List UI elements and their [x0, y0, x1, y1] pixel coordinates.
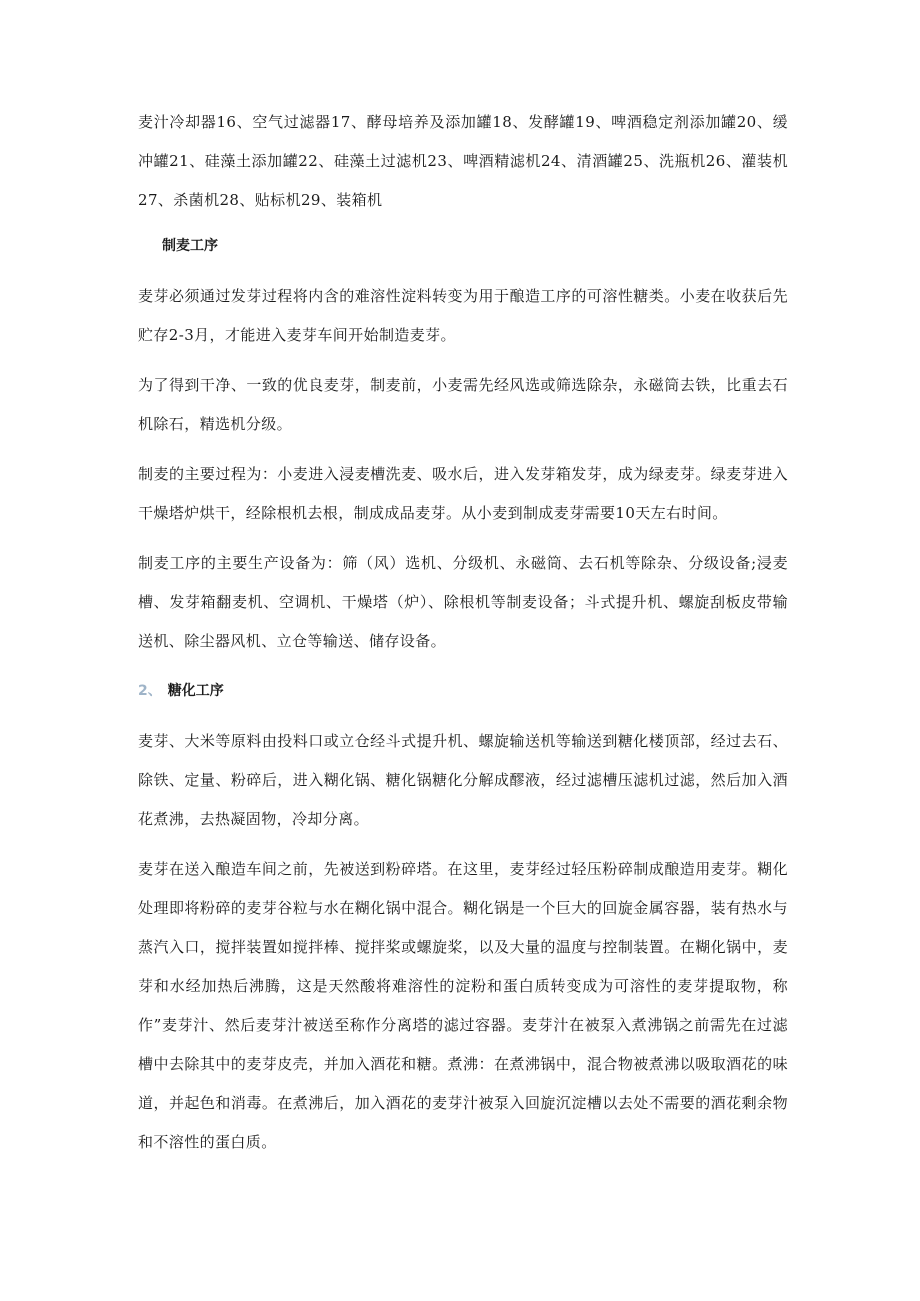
- malting-heading: 制麦工序: [162, 238, 218, 254]
- section-number: 2、: [138, 683, 162, 699]
- document-page: [138, 103, 788, 1173]
- saccharification-paragraph-1: 麦芽、大米等原料由投料口或立仓经斗式提升机、螺旋输送机等输送到糖化楼顶部，经过去石、除铁、定量、粉碎后，进入糊化锅、糖化锅糖化分解成醪液，经过滤槽压滤机过滤，然后加入酒花煮沸，去热凝固物，冷却分离。: [138, 732, 788, 828]
- saccharification-heading: [138, 672, 788, 711]
- equipment-list-paragraph: 麦汁冷却器16、空气过滤器17、酵母培养及添加罐18、发酵罐19、啤酒稳定剂添加罐20、缓冲罐21、硅藻土添加罐22、硅藻土过滤机23、啤酒精滤机24、清酒罐25、洗瓶机26、灌装机27、杀菌机28、贴标机29、装箱机: [138, 113, 788, 209]
- malting-paragraph-2: 为了得到干净、一致的优良麦芽，制麦前，小麦需先经风选或筛选除杂，永磁筒去铁，比重去石机除石，精选机分级。: [138, 376, 788, 433]
- malting-paragraph-3: 制麦的主要过程为：小麦进入浸麦槽洗麦、吸水后，进入发芽箱发芽，成为绿麦芽。绿麦芽进入干燥塔炉烘干，经除根机去根，制成成品麦芽。从小麦到制成麦芽需要10天左右时间。: [138, 465, 788, 522]
- malting-paragraph-4: 制麦工序的主要生产设备为：筛（风）选机、分级机、永磁筒、去石机等除杂、分级设备;浸麦槽、发芽箱翻麦机、空调机、干燥塔（炉）、除根机等制麦设备；斗式提升机、螺旋刮板皮带输送机、除尘器风机、立仓等输送、储存设备。: [138, 554, 788, 650]
- section-title: 糖化工序: [167, 683, 224, 699]
- malting-paragraph-1: 麦芽必须通过发芽过程将内含的难溶性淀料转变为用于酿造工序的可溶性糖类。小麦在收获后先贮存2-3月，才能进入麦芽车间开始制造麦芽。: [138, 287, 788, 344]
- saccharification-paragraph-2: 麦芽在送入酿造车间之前，先被送到粉碎塔。在这里，麦芽经过轻压粉碎制成酿造用麦芽。糊化处理即将粉碎的麦芽谷粒与水在糊化锅中混合。糊化锅是一个巨大的回旋金属容器，装有热水与蒸汽入口，搅拌装置如搅拌棒、搅拌桨或螺旋桨，以及大量的温度与控制装置。在糊化锅中，麦芽和水经加热后沸腾，这是天然酸将难溶性的淀粉和蛋白质转变成为可溶性的麦芽提取物，称作”麦芽汁、然后麦芽汁被送至称作分离塔的滤过容器。麦芽汁在被泵入煮沸锅之前需先在过滤槽中去除其中的麦芽皮壳，并加入酒花和糖。煮沸：在煮沸锅中，混合物被煮沸以吸取酒花的味道，并起色和消毒。在煮沸后，加入酒花的麦芽汁被泵入回旋沉淀槽以去处不需要的酒花剩余物和不溶性的蛋白质。: [138, 860, 788, 1151]
